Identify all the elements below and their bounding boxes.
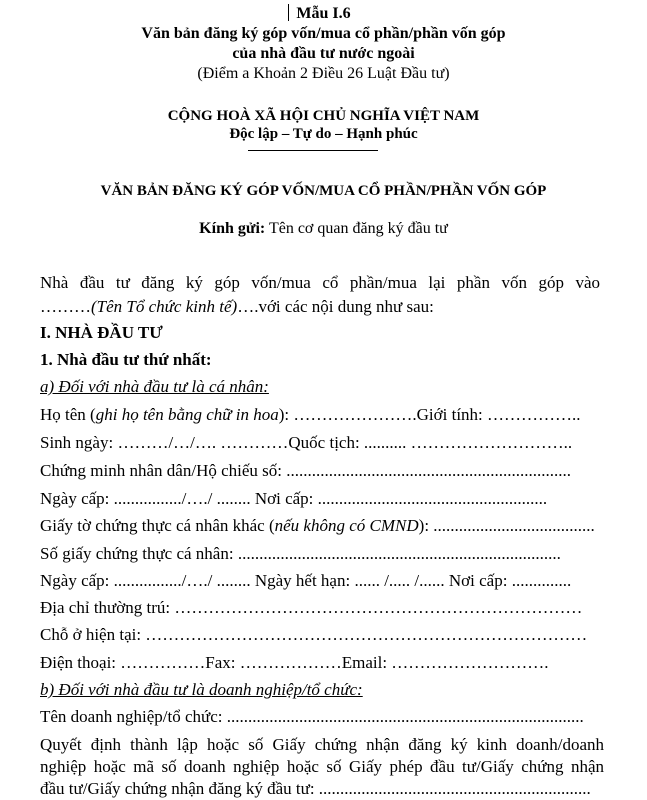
other-id-field xyxy=(40,516,595,536)
dob-field: Sinh ngày: ………/…/…. …………Quốc tịch: .......... ……………………….. xyxy=(40,433,573,452)
decision-line-1: Quyết định thành lập hoặc số Giấy chứng nhận đăng ký kinh doanh/doanh xyxy=(40,735,604,754)
form-code: Mẫu I.6 xyxy=(296,5,351,22)
intro-line-2 xyxy=(40,297,434,317)
national-motto: Độc lập – Tự do – Hạnh phúc xyxy=(229,126,418,142)
organization-heading: b) Đối với nhà đầu tư là doanh nghiệp/tổ chức: xyxy=(40,680,363,699)
intro-line-1: Nhà đầu tư đăng ký góp vốn/mua cổ phần/mua lại phần vốn góp vào xyxy=(40,273,600,292)
name-rest: ): ………………….Giới tính: …………….. xyxy=(278,405,581,424)
form-title-line-2: của nhà đầu tư nước ngoài xyxy=(232,45,415,62)
section-heading: I. NHÀ ĐẦU TƯ xyxy=(40,323,163,342)
name-label: Họ tên ( xyxy=(40,405,96,424)
issue-expiry-field: Ngày cấp: ................/…./ ........ Ngày hết hạn: ...... /..... /...... Nơi cấp: .............. xyxy=(40,571,572,590)
legal-basis: (Điểm a Khoản 2 Điều 26 Luật Đầu tư) xyxy=(197,65,450,82)
form-title-line-1: Văn bản đăng ký góp vốn/mua cổ phần/phần vốn góp xyxy=(141,25,506,42)
decision-line-3: đầu tư/Giấy chứng nhận đăng ký đầu tư: ................................................................ xyxy=(40,779,591,798)
contact-field: Điện thoại: ……………Fax: ………………Email: ………………………. xyxy=(40,653,549,672)
other-id-number-field: Số giấy chứng thực cá nhân: ............................................................................ xyxy=(40,544,561,563)
recipient-label: Kính gửi: xyxy=(199,220,266,237)
org-placeholder: (Tên Tổ chức kinh tế) xyxy=(91,297,238,316)
recipient-value: Tên cơ quan đăng ký đầu tư xyxy=(268,220,448,237)
other-id-label: Giấy tờ chứng thực cá nhân khác ( xyxy=(40,516,275,535)
individual-heading: a) Đối với nhà đầu tư là cá nhân: xyxy=(40,377,269,396)
motto-divider xyxy=(248,150,378,151)
id-number-field: Chứng minh nhân dân/Hộ chiếu số: ................................................................... xyxy=(40,461,571,480)
other-id-rest: ): ...................................... xyxy=(418,516,595,535)
investor-subheading: 1. Nhà đầu tư thứ nhất: xyxy=(40,350,212,369)
decision-line-2: nghiệp hoặc mã số doanh nghiệp hoặc số Giấy phép đầu tư/Giấy chứng nhận xyxy=(40,757,604,776)
organization-name-field: Tên doanh nghiệp/tổ chức: .................................................................................... xyxy=(40,707,584,726)
other-id-hint: nếu không có CMND xyxy=(274,516,419,535)
issue-date-field: Ngày cấp: ................/…./ ........ Nơi cấp: ...................................................... xyxy=(40,489,548,508)
document-title: VĂN BẢN ĐĂNG KÝ GÓP VỐN/MUA CỔ PHẦN/PHẦN VỐN GÓP xyxy=(100,183,547,199)
recipient xyxy=(0,220,647,238)
current-address-field: Chỗ ở hiện tại: …………………………………………………………………… xyxy=(40,625,588,644)
national-name: CỘNG HOÀ XÃ HỘI CHỦ NGHĨA VIỆT NAM xyxy=(167,108,480,124)
intro-dots: ……… xyxy=(40,297,91,316)
name-hint: ghi họ tên bằng chữ in hoa xyxy=(95,405,279,424)
permanent-address-field: Địa chỉ thường trú: ……………………………………………………………… xyxy=(40,598,583,617)
name-field xyxy=(40,405,581,425)
intro-rest: ….với các nội dung như sau: xyxy=(237,297,434,316)
